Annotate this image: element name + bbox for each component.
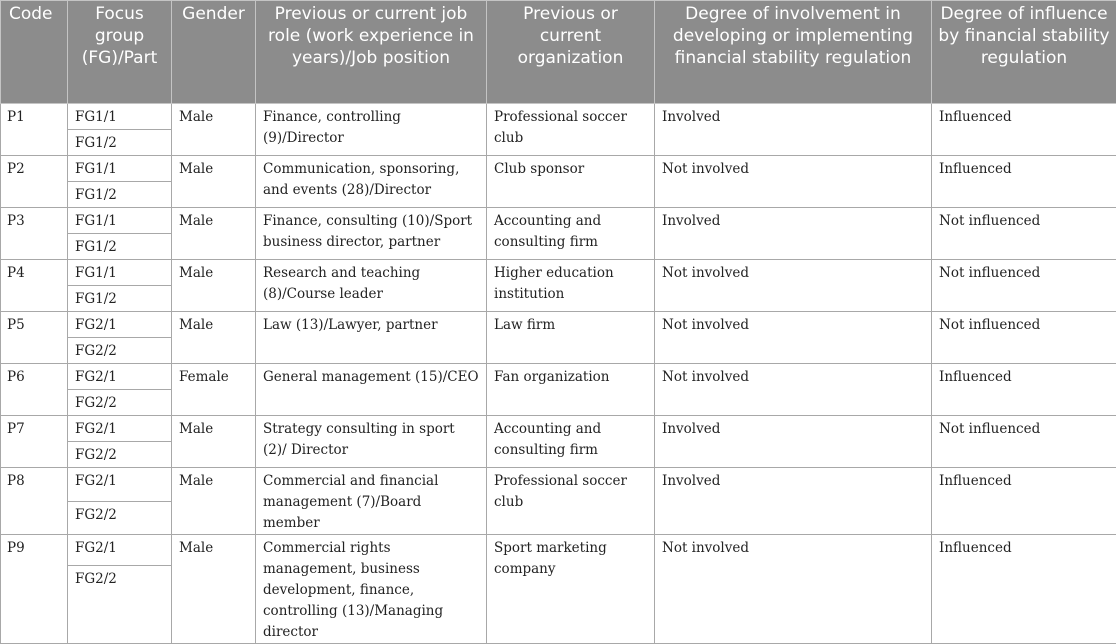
cell-focus-group-part-1: FG1/1 [68,156,172,182]
cell-focus-group-part-1: FG1/1 [68,208,172,234]
cell-influence: Influenced [932,468,1116,535]
cell-job-role: Strategy consulting in sport (2)/ Director [256,416,487,468]
cell-influence: Influenced [932,156,1116,208]
cell-organization: Sport marketing company [487,535,655,644]
cell-influence: Influenced [932,535,1116,644]
cell-gender: Male [172,104,256,156]
cell-gender: Male [172,468,256,535]
cell-focus-group-part-2: FG1/2 [68,130,172,156]
cell-focus-group-part-2: FG2/2 [68,442,172,468]
cell-focus-group-part-2: FG2/2 [68,565,172,643]
cell-gender: Male [172,260,256,312]
cell-gender: Male [172,156,256,208]
cell-gender: Male [172,416,256,468]
cell-code: P7 [1,416,68,468]
cell-organization: Professional soccer club [487,468,655,535]
table-row [1,104,1116,130]
cell-involvement: Involved [655,468,932,535]
cell-focus-group-part-1: FG1/1 [68,260,172,286]
table-row [1,364,1116,390]
table-body [1,104,1116,644]
table-row [1,156,1116,182]
cell-focus-group-part-1: FG1/1 [68,104,172,130]
cell-code: P9 [1,535,68,644]
cell-focus-group-part-1: FG2/1 [68,312,172,338]
cell-gender: Male [172,535,256,644]
cell-focus-group-part-2: FG2/2 [68,338,172,364]
cell-focus-group-part-1: FG2/1 [68,364,172,390]
cell-influence: Influenced [932,104,1116,156]
cell-code: P6 [1,364,68,416]
table-row [1,208,1116,234]
cell-focus-group-part-2: FG2/2 [68,390,172,416]
cell-focus-group-part-2: FG2/2 [68,501,172,535]
cell-organization: Accounting and consulting firm [487,208,655,260]
cell-code: P3 [1,208,68,260]
cell-organization: Higher education institution [487,260,655,312]
cell-job-role: Commercial and financial management (7)/Board member [256,468,487,535]
cell-involvement: Not involved [655,364,932,416]
table-row [1,535,1116,566]
header-job-role: Previous or current job role (work experience in years)/Job position [256,1,487,104]
cell-influence: Not influenced [932,416,1116,468]
cell-focus-group-part-1: FG2/1 [68,416,172,442]
header-gender: Gender [172,1,256,104]
table-header [1,1,1116,104]
cell-job-role: Finance, consulting (10)/Sport business director, partner [256,208,487,260]
cell-involvement: Involved [655,208,932,260]
cell-job-role: Research and teaching (8)/Course leader [256,260,487,312]
cell-job-role: Commercial rights management, business development, finance, controlling (13)/Managing director [256,535,487,644]
cell-organization: Law firm [487,312,655,364]
cell-focus-group-part-1: FG2/1 [68,468,172,502]
table-row [1,416,1116,442]
cell-gender: Male [172,208,256,260]
cell-influence: Not influenced [932,312,1116,364]
header-involvement: Degree of involvement in developing or implementing financial stability regulation [655,1,932,104]
cell-involvement: Not involved [655,156,932,208]
cell-job-role: Communication, sponsoring, and events (28)/Director [256,156,487,208]
cell-gender: Female [172,364,256,416]
cell-involvement: Not involved [655,260,932,312]
cell-code: P5 [1,312,68,364]
cell-job-role: Law (13)/Lawyer, partner [256,312,487,364]
cell-organization: Accounting and consulting firm [487,416,655,468]
cell-code: P2 [1,156,68,208]
cell-involvement: Not involved [655,312,932,364]
cell-influence: Not influenced [932,260,1116,312]
header-organization: Previous or current organization [487,1,655,104]
header-code: Code [1,1,68,104]
cell-code: P1 [1,104,68,156]
cell-code: P4 [1,260,68,312]
cell-influence: Influenced [932,364,1116,416]
cell-influence: Not influenced [932,208,1116,260]
cell-focus-group-part-2: FG1/2 [68,182,172,208]
header-focus-group: Focus group (FG)/Part [68,1,172,104]
cell-focus-group-part-1: FG2/1 [68,535,172,566]
cell-involvement: Not involved [655,535,932,644]
cell-involvement: Involved [655,416,932,468]
cell-organization: Club sponsor [487,156,655,208]
cell-focus-group-part-2: FG1/2 [68,234,172,260]
table-row [1,260,1116,286]
cell-focus-group-part-2: FG1/2 [68,286,172,312]
cell-job-role: General management (15)/CEO [256,364,487,416]
cell-involvement: Involved [655,104,932,156]
header-influence: Degree of influence by financial stability regulation [932,1,1116,104]
cell-gender: Male [172,312,256,364]
header-row [1,1,1116,104]
cell-organization: Fan organization [487,364,655,416]
table-row [1,312,1116,338]
cell-code: P8 [1,468,68,535]
cell-job-role: Finance, controlling (9)/Director [256,104,487,156]
cell-organization: Professional soccer club [487,104,655,156]
table-row [1,468,1116,502]
